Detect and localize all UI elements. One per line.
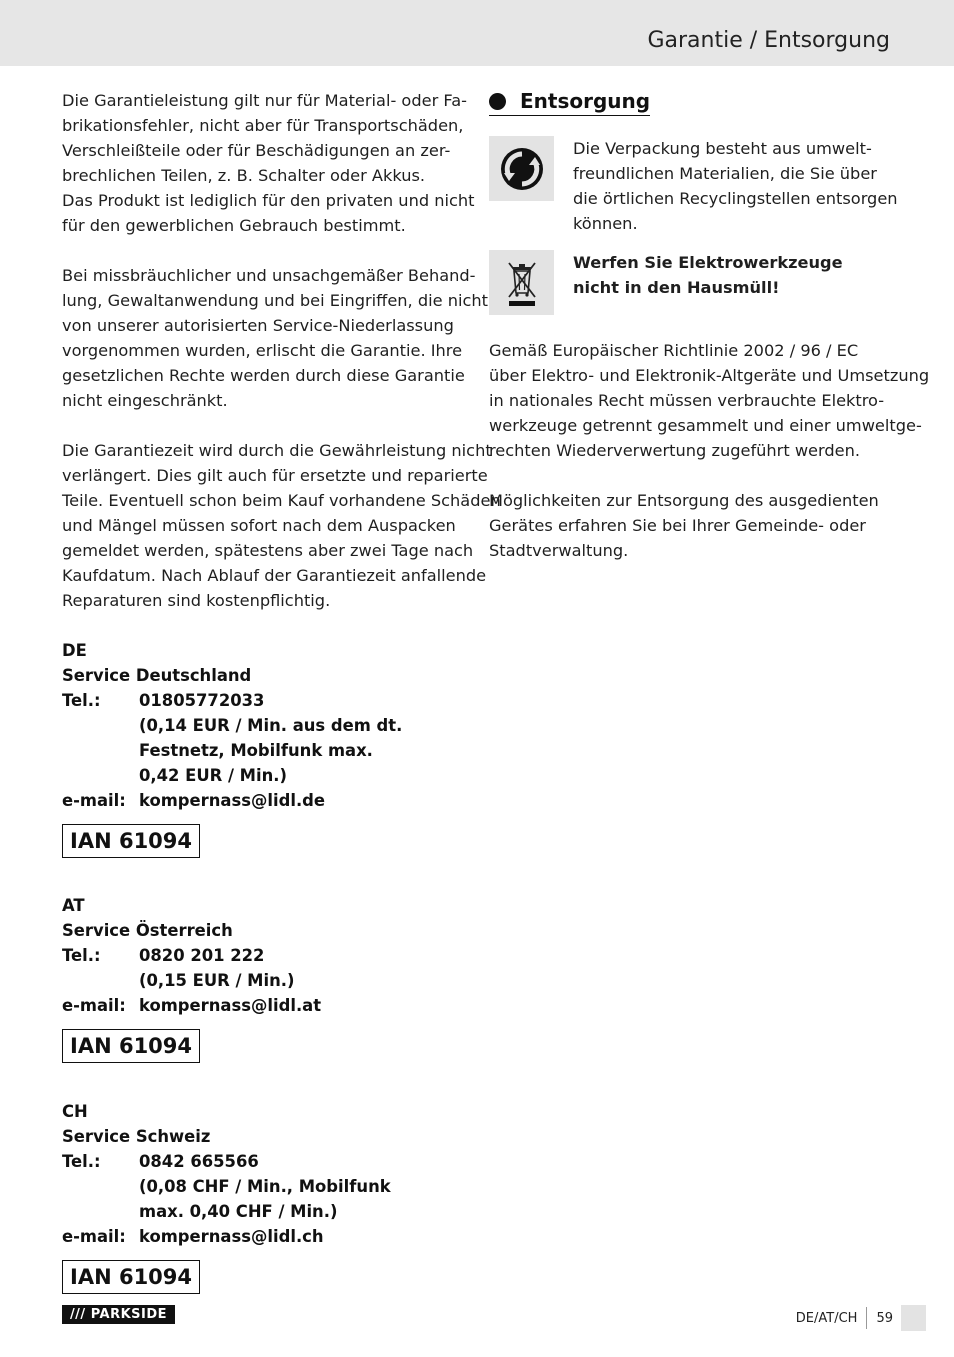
page-number: 59: [876, 1310, 893, 1326]
text-line: gemeldet werden, spätestens aber zwei Tage nach: [62, 541, 474, 560]
text-line: freundlichen Materialien, die Sie über: [573, 164, 877, 183]
disposal-options-paragraph: [489, 488, 893, 563]
packaging-row: [489, 136, 898, 236]
country-code: CH: [62, 1102, 88, 1121]
tel-rate-line: 0,42 EUR / Min.): [139, 766, 287, 785]
text-line: in nationales Recht müssen verbrauchte Elektro-: [489, 391, 885, 410]
tel-number[interactable]: 01805772033: [139, 691, 265, 710]
email-row: [62, 993, 466, 1018]
ian-box: IAN 61094: [62, 1260, 200, 1294]
tel-rate-line: Festnetz, Mobilfunk max.: [139, 741, 373, 760]
divider: [866, 1307, 867, 1329]
text-line: Werfen Sie Elektrowerkzeuge: [573, 253, 843, 272]
text-line: für den gewerblichen Gebrauch bestimmt.: [62, 216, 406, 235]
tel-label: Tel.:: [62, 946, 101, 965]
warranty-scope-paragraph: [62, 88, 475, 238]
tel-value: [139, 688, 466, 788]
warranty-period-paragraph: [62, 438, 501, 613]
text-line: Reparaturen sind kostenpflichtig.: [62, 591, 331, 610]
warranty-void-paragraph: [62, 263, 488, 413]
text-line: Teile. Eventuell schon beim Kauf vorhandene Schäden: [62, 491, 501, 510]
tel-rate-line: (0,08 CHF / Min., Mobilfunk: [139, 1177, 391, 1196]
recycle-icon: [489, 136, 554, 201]
left-column: [62, 88, 501, 1294]
text-line: über Elektro- und Elektronik-Altgeräte und Umsetzung: [489, 366, 930, 385]
tel-value: [139, 1149, 466, 1224]
text-line: nicht eingeschränkt.: [62, 391, 228, 410]
tel-rate-line: (0,14 EUR / Min. aus dem dt.: [139, 716, 403, 735]
text-line: Die Garantiezeit wird durch die Gewährleistung nicht: [62, 441, 492, 460]
email-row: [62, 788, 466, 813]
text-line: Die Garantieleistung gilt nur für Material- oder Fa-: [62, 91, 467, 110]
text-line: Stadtverwaltung.: [489, 541, 629, 560]
text-line: werkzeuge getrennt gesammelt und einer umweltge-: [489, 416, 922, 435]
tel-row: [62, 943, 466, 993]
text-line: und Mängel müssen sofort nach dem Auspacken: [62, 516, 456, 535]
service-name: Service Österreich: [62, 921, 233, 940]
section-heading-text: Entsorgung: [520, 89, 651, 113]
text-line: Bei missbräuchlicher und unsachgemäßer Behand-: [62, 266, 476, 285]
email-label: e-mail:: [62, 1227, 126, 1246]
page-tab: [901, 1305, 926, 1331]
text-line: vorgenommen wurden, erlischt die Garantie. Ihre: [62, 341, 463, 360]
page-header: [0, 0, 954, 66]
email-label: e-mail:: [62, 996, 126, 1015]
tel-number[interactable]: 0820 201 222: [139, 946, 265, 965]
text-line: nicht in den Hausmüll!: [573, 278, 780, 297]
crossed-bin-icon: [489, 250, 554, 315]
page-title: Garantie / Entsorgung: [647, 28, 890, 53]
text-line: können.: [573, 214, 638, 233]
right-column: [489, 88, 930, 588]
text-line: Das Produkt ist lediglich für den privaten und nicht: [62, 191, 475, 210]
ian-box: IAN 61094: [62, 1029, 200, 1063]
email-row: [62, 1224, 466, 1249]
tel-row: [62, 1149, 466, 1224]
country-code: DE: [62, 641, 87, 660]
tel-rate-line: (0,15 EUR / Min.): [139, 971, 295, 990]
service-name: Service Schweiz: [62, 1127, 211, 1146]
locale-label: DE/AT/CH: [795, 1310, 858, 1326]
section-heading: [489, 88, 650, 116]
text-line: lung, Gewaltanwendung und bei Eingriffen, die nicht: [62, 291, 488, 310]
tel-number[interactable]: 0842 665566: [139, 1152, 259, 1171]
text-line: Verschleißteile oder für Beschädigungen an zer-: [62, 141, 451, 160]
text-line: Kaufdatum. Nach Ablauf der Garantiezeit anfallende: [62, 566, 487, 585]
service-block-ch: [62, 1099, 466, 1294]
parkside-logo: /// PARKSIDE: [62, 1305, 175, 1324]
service-block-at: [62, 893, 466, 1063]
country-code: AT: [62, 896, 85, 915]
email-link[interactable]: kompernass@lidl.ch: [139, 1227, 324, 1246]
directive-paragraph: [489, 338, 930, 463]
ian-box: IAN 61094: [62, 824, 200, 858]
text-line: von unserer autorisierten Service-Niederlassung: [62, 316, 454, 335]
tel-label: Tel.:: [62, 1152, 101, 1171]
weee-row: [489, 250, 893, 315]
text-line: Möglichkeiten zur Entsorgung des ausgedienten: [489, 491, 879, 510]
service-block-de: [62, 638, 466, 858]
text-line: Gemäß Europäischer Richtlinie 2002 / 96 / EC: [489, 341, 859, 360]
text-line: gesetzlichen Rechte werden durch diese Garantie: [62, 366, 465, 385]
bullet-icon: [489, 93, 506, 110]
email-label: e-mail:: [62, 791, 126, 810]
text-line: brikationsfehler, nicht aber für Transportschäden,: [62, 116, 464, 135]
text-line: brechlichen Teilen, z. B. Schalter oder Akkus.: [62, 166, 426, 185]
tel-value: [139, 943, 466, 993]
weee-warning-text: [573, 250, 843, 315]
text-line: rechten Wiederverwertung zugeführt werden.: [489, 441, 861, 460]
text-line: die örtlichen Recyclingstellen entsorgen: [573, 189, 898, 208]
text-line: verlängert. Dies gilt auch für ersetzte und reparierte: [62, 466, 488, 485]
text-line: Gerätes erfahren Sie bei Ihrer Gemeinde- oder: [489, 516, 866, 535]
text-line: Die Verpackung besteht aus umwelt-: [573, 139, 872, 158]
email-link[interactable]: kompernass@lidl.at: [139, 996, 322, 1015]
tel-row: [62, 688, 466, 788]
packaging-text: [573, 136, 898, 236]
service-name: Service Deutschland: [62, 666, 252, 685]
footer-pagination: [796, 1305, 926, 1331]
tel-label: Tel.:: [62, 691, 101, 710]
email-link[interactable]: kompernass@lidl.de: [139, 791, 326, 810]
tel-rate-line: max. 0,40 CHF / Min.): [139, 1202, 338, 1221]
